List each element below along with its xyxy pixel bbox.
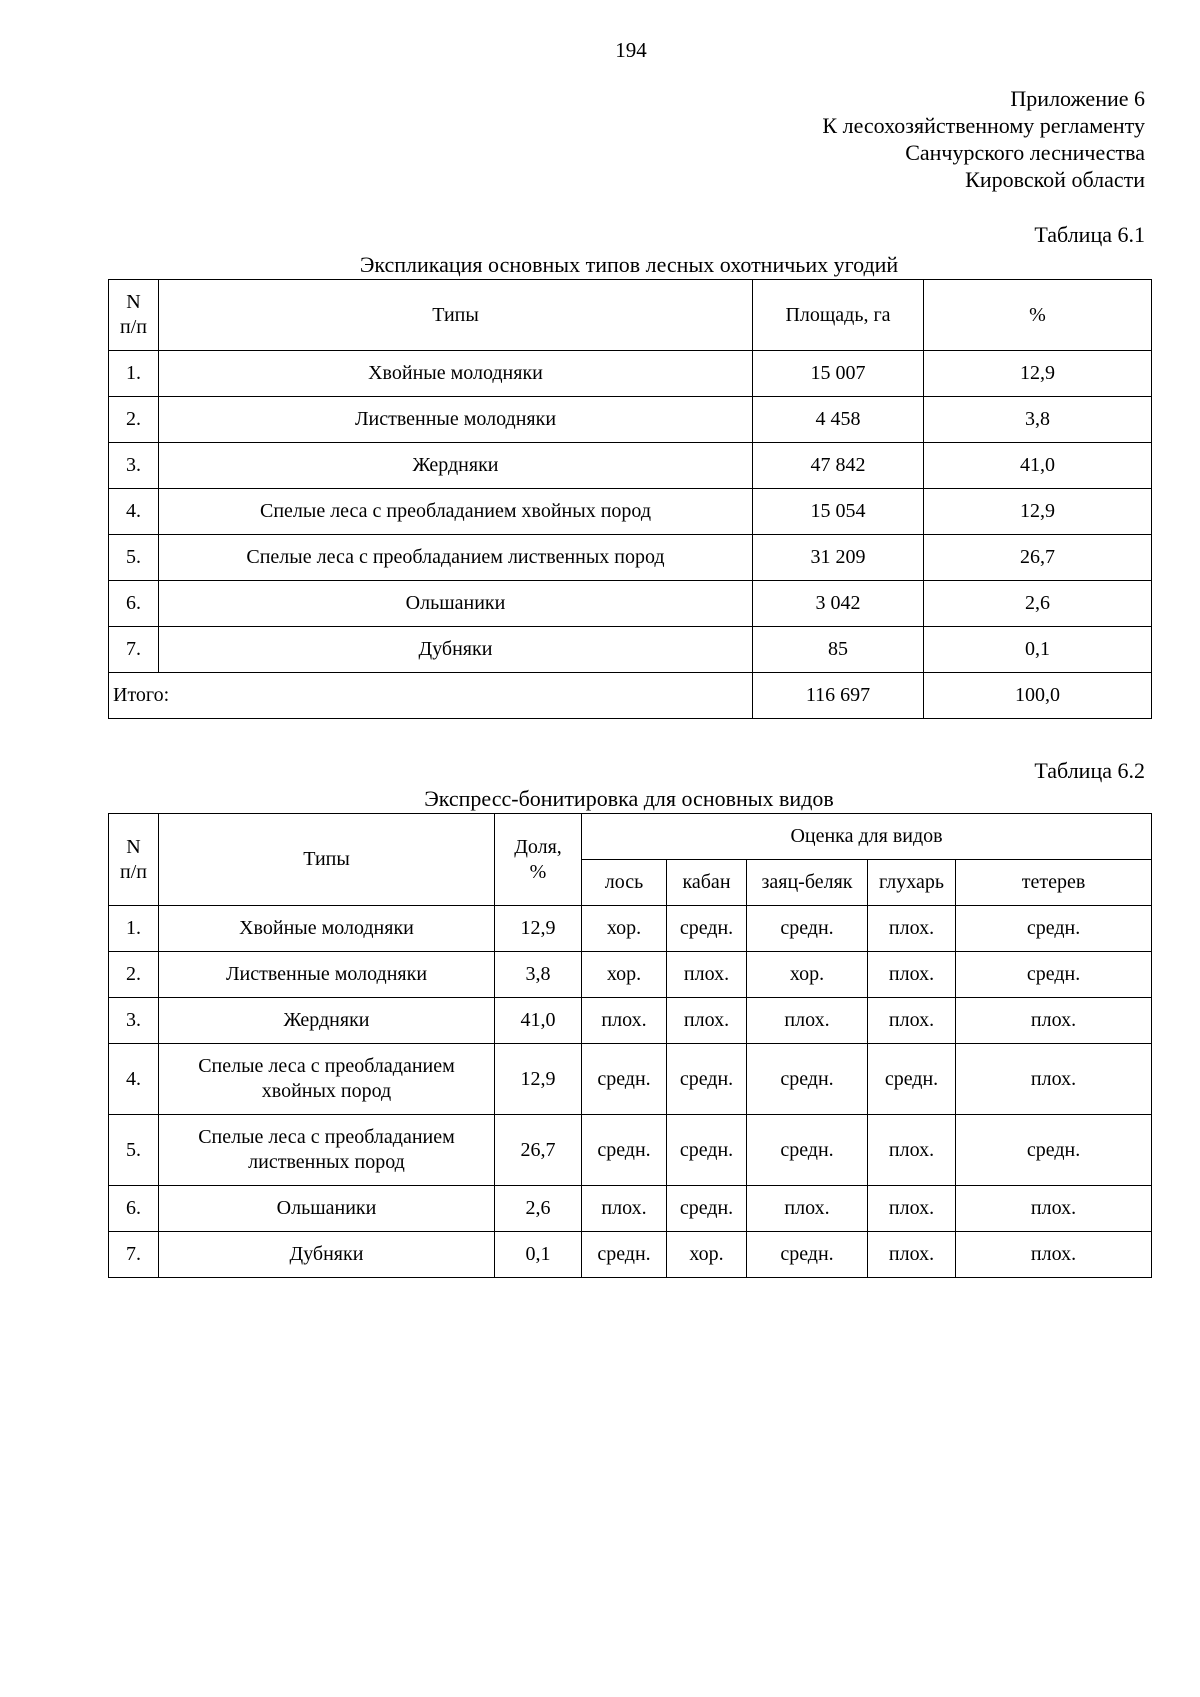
cell-num: 7.: [109, 1232, 159, 1278]
cell-share: 12,9: [495, 1044, 582, 1115]
table-row: [109, 1232, 1152, 1278]
cell-type: [159, 1044, 495, 1115]
cell-type: [159, 1115, 495, 1186]
cell-type-line: Хвойные молодняки: [239, 917, 414, 939]
table1-title: Экспликация основных типов лесных охотничьих угодий: [359, 252, 899, 277]
cell-share: 3,8: [495, 952, 582, 998]
table2-title: Экспресс-бонитировка для основных видов: [424, 786, 834, 811]
table-row: [109, 1044, 1152, 1115]
cell-mark: плох.: [747, 1186, 868, 1232]
cell-num: 5.: [109, 535, 159, 581]
appendix-line: К лесохозяйственному регламенту: [822, 113, 1145, 138]
cell-num: 4.: [109, 1044, 159, 1115]
cell-mark: плох.: [667, 998, 747, 1044]
header-species: кабан: [667, 860, 747, 906]
cell-area: 4 458: [753, 397, 924, 443]
cell-percent: 3,8: [924, 397, 1152, 443]
cell-mark: хор.: [582, 952, 667, 998]
cell-mark: плох.: [956, 1044, 1152, 1115]
total-label: Итого:: [109, 673, 753, 719]
cell-mark: хор.: [747, 952, 868, 998]
table-row: [109, 443, 1152, 489]
cell-percent: 0,1: [924, 627, 1152, 673]
cell-mark: плох.: [868, 952, 956, 998]
cell-mark: плох.: [667, 952, 747, 998]
cell-num: 2.: [109, 397, 159, 443]
cell-share: 12,9: [495, 906, 582, 952]
cell-mark: средн.: [582, 1044, 667, 1115]
cell-num: 6.: [109, 581, 159, 627]
cell-type-line: Лиственные молодняки: [225, 963, 428, 985]
table-row: [109, 489, 1152, 535]
cell-area: 3 042: [753, 581, 924, 627]
cell-mark: плох.: [956, 1232, 1152, 1278]
header-share-line: Доля,: [514, 835, 562, 858]
cell-mark: средн.: [747, 906, 868, 952]
cell-num: 2.: [109, 952, 159, 998]
cell-num: 4.: [109, 489, 159, 535]
header-species: глухарь: [868, 860, 956, 906]
cell-type-line: Дубняки: [289, 1243, 364, 1265]
cell-mark: плох.: [582, 998, 667, 1044]
appendix-heading: [822, 85, 1145, 193]
cell-percent: 26,7: [924, 535, 1152, 581]
header-area: Площадь, га: [753, 280, 924, 351]
header-share: [495, 814, 582, 906]
cell-type-line: Спелые леса с преобладанием: [198, 1126, 455, 1148]
table-row: [109, 351, 1152, 397]
table-row: [109, 581, 1152, 627]
table2-label: Таблица 6.2: [1034, 758, 1145, 783]
cell-mark: средн.: [667, 1044, 747, 1115]
cell-mark: плох.: [956, 1186, 1152, 1232]
cell-mark: средн.: [747, 1115, 868, 1186]
cell-mark: средн.: [667, 906, 747, 952]
cell-type: [159, 1232, 495, 1278]
header-num: [109, 280, 159, 351]
cell-share: 26,7: [495, 1115, 582, 1186]
cell-type-line: Жердняки: [283, 1009, 370, 1031]
cell-num: 1.: [109, 351, 159, 397]
cell-area: 31 209: [753, 535, 924, 581]
cell-area: 47 842: [753, 443, 924, 489]
cell-mark: плох.: [868, 1115, 956, 1186]
cell-mark: средн.: [747, 1232, 868, 1278]
cell-mark: средн.: [582, 1232, 667, 1278]
cell-type: [159, 998, 495, 1044]
cell-type: [159, 952, 495, 998]
cell-num: 1.: [109, 906, 159, 952]
total-percent: 100,0: [924, 673, 1152, 719]
table1-header-row: [109, 280, 1152, 351]
appendix-line: Приложение 6: [1010, 86, 1145, 111]
table-row: [109, 397, 1152, 443]
table-row: [109, 1115, 1152, 1186]
cell-mark: средн.: [868, 1044, 956, 1115]
header-num-line: N: [126, 291, 141, 313]
cell-num: 7.: [109, 627, 159, 673]
header-type: Типы: [159, 814, 495, 906]
table-row: [109, 952, 1152, 998]
cell-mark: средн.: [956, 1115, 1152, 1186]
table-row: [109, 627, 1152, 673]
cell-mark: средн.: [956, 952, 1152, 998]
cell-mark: средн.: [956, 906, 1152, 952]
cell-percent: 12,9: [924, 489, 1152, 535]
cell-mark: средн.: [667, 1186, 747, 1232]
cell-percent: 41,0: [924, 443, 1152, 489]
cell-type: Лиственные молодняки: [159, 397, 753, 443]
cell-mark: плох.: [868, 1232, 956, 1278]
cell-num: 3.: [109, 443, 159, 489]
cell-type-line: лиственных пород: [248, 1151, 405, 1173]
cell-num: 6.: [109, 1186, 159, 1232]
cell-type-line: Спелые леса с преобладанием: [198, 1055, 455, 1077]
cell-area: 85: [753, 627, 924, 673]
cell-num: 5.: [109, 1115, 159, 1186]
page-number: 194: [615, 38, 647, 62]
table-row: [109, 1186, 1152, 1232]
header-num-line: п/п: [120, 860, 147, 883]
cell-num: 3.: [109, 998, 159, 1044]
cell-area: 15 007: [753, 351, 924, 397]
cell-area: 15 054: [753, 489, 924, 535]
header-species: лось: [582, 860, 667, 906]
cell-mark: плох.: [868, 998, 956, 1044]
header-type: Типы: [159, 280, 753, 351]
cell-type: Жердняки: [159, 443, 753, 489]
cell-type: [159, 1186, 495, 1232]
cell-mark: плох.: [868, 1186, 956, 1232]
cell-type: Спелые леса с преобладанием хвойных пород: [159, 489, 753, 535]
header-percent: %: [924, 280, 1152, 351]
cell-type-line: Ольшаники: [276, 1197, 377, 1219]
table-row: [109, 998, 1152, 1044]
table-row: [109, 535, 1152, 581]
cell-percent: 2,6: [924, 581, 1152, 627]
total-area: 116 697: [753, 673, 924, 719]
cell-mark: средн.: [582, 1115, 667, 1186]
table1-total-row: [109, 673, 1152, 719]
table1: [108, 279, 1152, 719]
table-row: [109, 906, 1152, 952]
cell-share: 0,1: [495, 1232, 582, 1278]
cell-type: Спелые леса с преобладанием лиственных пород: [159, 535, 753, 581]
cell-share: 2,6: [495, 1186, 582, 1232]
cell-share: 41,0: [495, 998, 582, 1044]
cell-mark: плох.: [956, 998, 1152, 1044]
header-species: заяц-беляк: [747, 860, 868, 906]
cell-percent: 12,9: [924, 351, 1152, 397]
cell-type: Ольшаники: [159, 581, 753, 627]
cell-mark: средн.: [667, 1115, 747, 1186]
cell-mark: плох.: [747, 998, 868, 1044]
cell-mark: плох.: [582, 1186, 667, 1232]
appendix-line: Санчурского лесничества: [905, 140, 1145, 165]
cell-mark: хор.: [582, 906, 667, 952]
cell-type: Хвойные молодняки: [159, 351, 753, 397]
header-assessment: Оценка для видов: [582, 814, 1152, 860]
cell-mark: средн.: [747, 1044, 868, 1115]
header-num-line: N: [126, 835, 141, 858]
header-num: [109, 814, 159, 906]
cell-type: [159, 906, 495, 952]
header-share-line: %: [529, 860, 547, 883]
header-num-line: п/п: [120, 316, 147, 338]
header-species: тетерев: [956, 860, 1152, 906]
cell-mark: плох.: [868, 906, 956, 952]
table2-header-row: [109, 814, 1152, 860]
cell-mark: хор.: [667, 1232, 747, 1278]
appendix-line: Кировской области: [965, 167, 1145, 192]
table2: [108, 813, 1152, 1278]
cell-type: Дубняки: [159, 627, 753, 673]
table1-label: Таблица 6.1: [1034, 222, 1145, 247]
cell-type-line: хвойных пород: [261, 1080, 392, 1102]
